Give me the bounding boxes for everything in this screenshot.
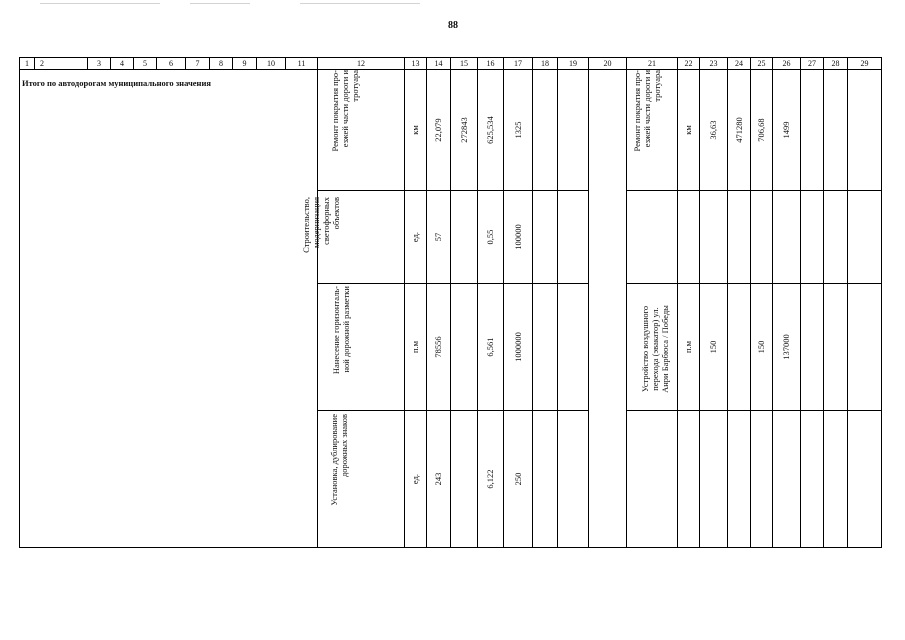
value-col24 <box>734 317 744 377</box>
column-number: 15 <box>460 59 468 68</box>
column-number: 25 <box>757 59 766 68</box>
work-name: Нанесение горизонталь- ной дорожной разметки <box>331 286 351 375</box>
column-number: 21 <box>648 59 656 68</box>
column-number: 3 <box>97 59 101 68</box>
value-col15 <box>459 207 469 267</box>
unit-cell: км <box>683 125 693 135</box>
value-col23: 36,63 <box>708 120 718 140</box>
value-col26: 1499 <box>781 121 791 139</box>
column-number: 7 <box>195 59 200 68</box>
column-number: 10 <box>267 59 275 68</box>
column-number: 22 <box>684 59 693 68</box>
unit-cell: п.м <box>683 340 693 354</box>
value-col17: 250 <box>513 472 523 486</box>
value-col25: 706,68 <box>756 118 766 142</box>
value-col14: 57 <box>433 232 443 242</box>
value-col23: 150 <box>708 340 718 354</box>
column-number: 17 <box>514 59 522 68</box>
value-col15: 272843 <box>459 117 469 143</box>
column-number: 4 <box>120 59 124 68</box>
value-col26: 137000 <box>781 334 791 360</box>
column-number: 19 <box>569 59 577 68</box>
column-number: 5 <box>143 59 147 68</box>
value-col24: 471280 <box>734 117 744 143</box>
column-number: 8 <box>219 59 223 68</box>
work-name: Ремонт покрытия про- езжей части дороги и тротуара <box>330 70 360 152</box>
value-col17: 1325 <box>513 121 523 139</box>
unit-cell: км <box>410 125 420 135</box>
column-number: 12 <box>357 59 365 68</box>
column-number: 29 <box>860 59 869 68</box>
value-col16: 6,561 <box>485 337 495 357</box>
total-row-label: Итого по автодорогам муниципального значения <box>22 78 211 88</box>
column-number: 24 <box>735 59 743 68</box>
value-col14: 78556 <box>433 336 443 358</box>
unit-cell: ед. <box>410 473 420 485</box>
work-name: Установка, дублирование дорожных знаков <box>329 414 349 506</box>
column-number: 13 <box>411 59 420 68</box>
column-number: 23 <box>709 59 718 68</box>
work-name: Строительство, модернизация светофорных объектов <box>301 197 341 253</box>
work-name: Ремонт покрытия про- езжей части дороги и тротуара <box>632 70 662 152</box>
column-number: 6 <box>169 59 173 68</box>
column-number: 27 <box>808 59 816 68</box>
column-number: 1 <box>25 59 29 68</box>
value-col14: 243 <box>433 472 443 486</box>
value-col14: 22,079 <box>433 118 443 142</box>
value-col17: 1000000 <box>513 332 523 362</box>
value-col25: 150 <box>756 340 766 354</box>
value-col17: 100000 <box>513 224 523 250</box>
column-number: 20 <box>603 59 612 68</box>
column-number: 2 <box>40 59 44 68</box>
column-number: 11 <box>297 59 306 68</box>
page-number: 88 <box>448 20 458 31</box>
value-col16: 6,122 <box>485 469 495 489</box>
unit-cell: ед. <box>410 231 420 243</box>
column-number: 18 <box>541 59 549 68</box>
work-name: Устройство воздушного перехода (эвакатор) ул. Анри Барбюса / Победы <box>640 305 670 393</box>
column-number: 14 <box>434 59 443 68</box>
value-col16: 625,534 <box>485 116 495 144</box>
column-number: 28 <box>831 59 840 68</box>
value-col15 <box>459 449 469 509</box>
value-col16: 0,55 <box>485 229 495 245</box>
unit-cell: п.м <box>410 340 420 354</box>
column-number: 26 <box>782 59 791 68</box>
value-col15 <box>459 317 469 377</box>
column-number: 16 <box>486 59 495 68</box>
column-number: 9 <box>242 59 247 68</box>
